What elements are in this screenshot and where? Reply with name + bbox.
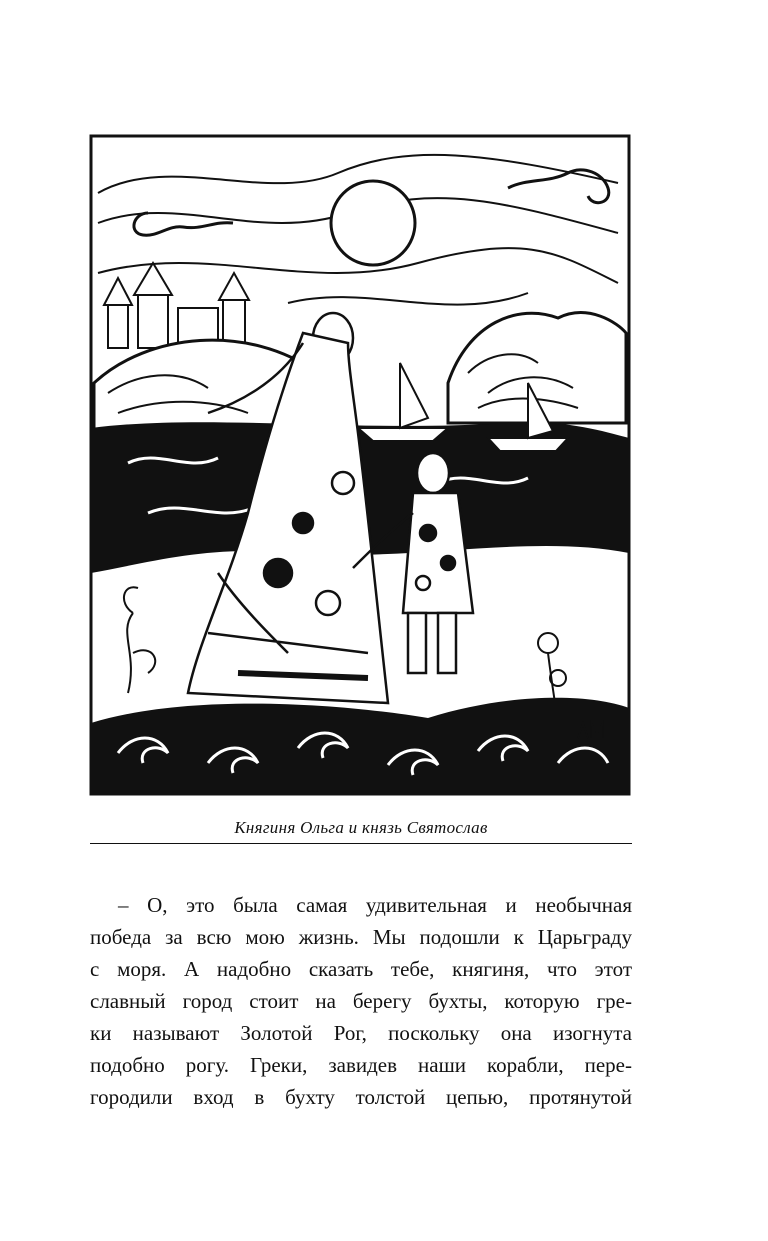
text-line: славный город стоит на берегу бухты, которую гре- — [90, 989, 632, 1013]
caption-divider — [90, 843, 632, 844]
olga-sviatoslav-illustration — [88, 133, 632, 797]
text-line: городили вход в бухту толстой цепью, протянутой — [90, 1085, 632, 1109]
text-line: с моря. А надобно сказать тебе, княгиня, что этот — [90, 957, 632, 981]
illustration-caption: Княгиня Ольга и князь Святослав — [234, 818, 488, 837]
text-line: победа за всю мою жизнь. Мы подошли к Царьграду — [90, 925, 632, 949]
text-line: подобно рогу. Греки, завидев наши корабли, пере- — [90, 1053, 632, 1077]
illustration-image — [88, 133, 632, 797]
text-line: ки называют Золотой Рог, поскольку она изогнута — [90, 1021, 632, 1045]
body-text — [90, 889, 632, 1113]
text-line: – О, это была самая удивительная и необычная — [118, 893, 632, 917]
